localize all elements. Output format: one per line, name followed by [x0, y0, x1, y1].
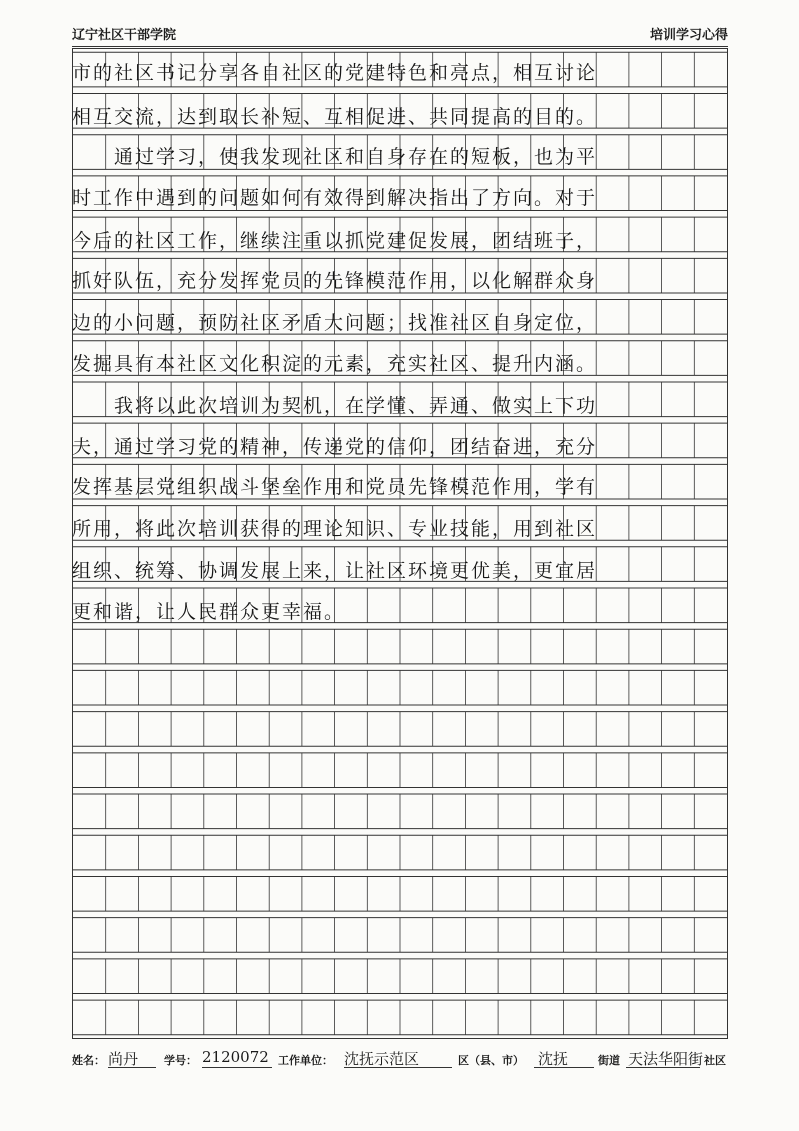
- student-id-value: 2120072: [202, 1048, 269, 1066]
- work-unit-underline: [344, 1067, 452, 1068]
- district-label: 区（县、市）: [458, 1054, 524, 1067]
- text-line: 市的社区书记分享各自社区的党建特色和亮点，相互讨论: [72, 62, 598, 84]
- text-line: 更和谐，让人民群众更幸福。: [72, 601, 346, 623]
- street-value: 天法华阳街: [628, 1050, 704, 1068]
- text-line: 我将以此次培训为契机，在学懂、弄通、做实上下功: [72, 395, 598, 417]
- text-line: 所用，将此次培训获得的理论知识、专业技能，用到社区: [72, 518, 598, 540]
- text-line: 边的小问题，预防社区矛盾大问题；找准社区自身定位，: [72, 312, 598, 334]
- text-line: 通过学习，使我发现社区和自身存在的短板，也为平: [72, 146, 598, 168]
- street-underline: [626, 1067, 700, 1068]
- name-label: 姓名：: [72, 1054, 105, 1067]
- text-line: 夫，通过学习党的精神，传递党的信仰，团结奋进，充分: [72, 436, 598, 458]
- text-line: 时工作中遇到的问题如何有效得到解决指出了方向。对于: [72, 187, 598, 209]
- street-label: 街道: [598, 1054, 620, 1067]
- header-rule: [72, 46, 728, 47]
- document-type: 培训学习心得: [649, 28, 728, 43]
- page-header: [72, 24, 728, 44]
- text-line: 发掘具有本社区文化积淀的元素，充实社区、提升内涵。: [72, 353, 598, 375]
- district-underline: [534, 1067, 594, 1068]
- text-line: 今后的社区工作，继续注重以抓党建促发展，团结班子，: [72, 230, 598, 252]
- text-line: 组织、统筹、协调发展上来，让社区环境更优美，更宜居: [72, 560, 598, 582]
- text-line: 抓好队伍，充分发挥党员的先锋模范作用，以化解群众身: [72, 270, 598, 292]
- work-unit-value: 沈抚示范区: [344, 1050, 420, 1068]
- student-id-label: 学号：: [164, 1054, 197, 1067]
- text-line: 相互交流，达到取长补短、互相促进、共同提高的目的。: [72, 106, 598, 128]
- community-label: 社区: [704, 1054, 726, 1067]
- work-unit-label: 工作单位：: [278, 1054, 333, 1067]
- student-id-underline: [202, 1067, 272, 1068]
- institution-name: 辽宁社区干部学院: [72, 28, 177, 43]
- name-underline: [108, 1067, 156, 1068]
- text-line: 发挥基层党组织战斗堡垒作用和党员先锋模范作用，学有: [72, 476, 598, 498]
- district-value: 沈抚: [538, 1050, 569, 1068]
- footer: [68, 1048, 738, 1070]
- name-value: 尚丹: [108, 1050, 139, 1068]
